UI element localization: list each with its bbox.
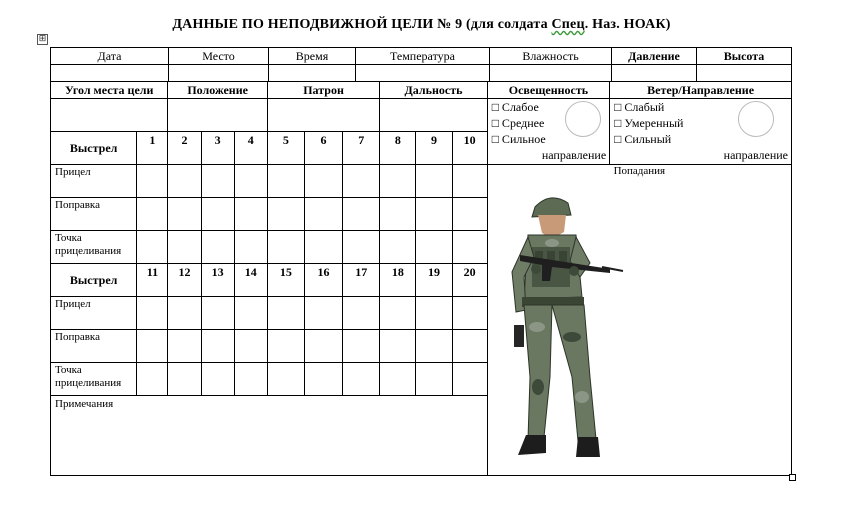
form-title [0,17,843,33]
data-cell[interactable] [201,231,234,264]
time-value[interactable] [269,65,356,82]
data-cell[interactable] [380,231,416,264]
data-cell[interactable] [380,165,416,198]
shot-number: 12 [168,264,201,297]
data-cell[interactable] [416,231,452,264]
shot-number: 5 [267,132,304,165]
data-cell[interactable] [416,165,452,198]
shot-number: 7 [343,132,380,165]
data-cell[interactable] [343,297,380,330]
shot-number: 14 [234,264,267,297]
conditions-table [50,47,792,82]
shot-number: 4 [234,132,267,165]
shot-number: 20 [452,264,487,297]
temperature-value[interactable] [356,65,490,82]
data-cell[interactable] [201,297,234,330]
shot-number: 8 [380,132,416,165]
shot-number: 13 [201,264,234,297]
data-cell[interactable] [267,165,304,198]
data-cell[interactable] [234,363,267,396]
title-text: ДАННЫЕ ПО НЕПОДВИЖНОЙ ЦЕЛИ № 9 (для солдата [172,17,552,32]
place-value[interactable] [169,65,269,82]
shot-number: 10 [452,132,487,165]
data-cell[interactable] [234,297,267,330]
wind-header: Ветер/Направление [610,82,792,99]
data-cell[interactable] [452,198,487,231]
data-cell[interactable] [304,198,342,231]
data-cell[interactable] [343,231,380,264]
light-direction-label: направление [541,148,607,162]
altitude-value[interactable] [697,65,792,82]
data-cell[interactable] [380,198,416,231]
shot-number: 18 [380,264,416,297]
data-cell[interactable] [201,363,234,396]
data-cell[interactable] [343,363,380,396]
data-cell[interactable] [201,330,234,363]
data-cell[interactable] [304,165,342,198]
data-cell[interactable] [234,231,267,264]
sight-label: Прицел [51,165,137,198]
range-value[interactable] [380,99,487,132]
position-value[interactable] [168,99,267,132]
light-header: Освещенность [487,82,609,99]
correction-label: Поправка [51,330,137,363]
data-cell[interactable] [168,330,201,363]
light-direction-circle-icon[interactable] [565,101,601,137]
table-move-handle-icon[interactable]: ⊞ [38,34,47,44]
data-cell[interactable] [137,330,168,363]
range-header: Дальность [380,82,487,99]
altitude-header: Высота [697,48,792,65]
light-option-medium[interactable]: □ Среднее [491,116,545,130]
hits-area [487,165,791,476]
wind-direction-circle-icon[interactable] [738,101,774,137]
data-cell[interactable] [267,330,304,363]
data-cell[interactable] [304,330,342,363]
data-cell[interactable] [304,363,342,396]
aim-point-label: Точка прицеливания [51,363,137,396]
aim-point-label: Точка прицеливания [51,231,137,264]
data-cell[interactable] [137,297,168,330]
pressure-header: Давление [612,48,697,65]
shot-number: 15 [267,264,304,297]
pressure-value[interactable] [612,65,697,82]
data-cell[interactable] [380,363,416,396]
shot-number: 1 [137,132,168,165]
data-cell[interactable] [168,297,201,330]
hits-label: Попадания [613,165,666,177]
data-cell[interactable] [267,297,304,330]
data-cell[interactable] [267,231,304,264]
position-header: Положение [168,82,267,99]
sight-label: Прицел [51,297,137,330]
shooting-table [50,81,792,476]
light-options [487,99,609,165]
notes-field[interactable] [51,396,488,476]
data-cell[interactable] [380,297,416,330]
data-cell[interactable] [137,363,168,396]
time-header: Время [269,48,356,65]
title-underlined-word: Спец [551,17,585,32]
data-cell[interactable] [201,198,234,231]
shot-number: 16 [304,264,342,297]
table-resize-handle[interactable] [789,474,796,481]
data-cell[interactable] [168,165,201,198]
shot-number: 19 [416,264,452,297]
data-cell[interactable] [452,297,487,330]
data-cell[interactable] [416,363,452,396]
data-cell[interactable] [137,198,168,231]
data-cell[interactable] [267,198,304,231]
data-cell[interactable] [137,165,168,198]
place-header: Место [169,48,269,65]
data-cell[interactable] [234,198,267,231]
data-cell[interactable] [452,330,487,363]
data-cell[interactable] [452,363,487,396]
data-cell[interactable] [137,231,168,264]
shot-number: 9 [416,132,452,165]
data-cell[interactable] [168,363,201,396]
data-cell[interactable] [234,165,267,198]
notes-label: Примечания [55,398,114,410]
date-value[interactable] [51,65,169,82]
data-cell[interactable] [452,231,487,264]
wind-option-strong[interactable]: □ Сильный [614,132,672,146]
data-cell[interactable] [343,198,380,231]
data-cell[interactable] [168,231,201,264]
title-tail: . Наз. НОАК) [584,17,671,32]
humidity-header: Влажность [490,48,612,65]
data-cell[interactable] [168,198,201,231]
temperature-header: Температура [356,48,490,65]
elevation-header: Угол места цели [51,82,168,99]
data-cell[interactable] [416,198,452,231]
data-cell[interactable] [304,297,342,330]
shot-number: 6 [304,132,342,165]
light-option-strong[interactable]: □ Сильное [491,132,546,146]
shot-number: 17 [343,264,380,297]
light-option-weak[interactable]: □ Слабое [491,100,539,114]
wind-option-weak[interactable]: □ Слабый [614,100,665,114]
cartridge-header: Патрон [267,82,379,99]
shot-number: 2 [168,132,201,165]
data-cell[interactable] [416,297,452,330]
wind-options [610,99,792,165]
cartridge-value[interactable] [267,99,379,132]
correction-label: Поправка [51,198,137,231]
data-cell[interactable] [267,363,304,396]
date-header: Дата [51,48,169,65]
wind-direction-label: направление [723,148,788,162]
data-cell[interactable] [343,165,380,198]
data-cell[interactable] [343,330,380,363]
elevation-value[interactable] [51,99,168,132]
soldier-illustration [492,177,632,473]
data-cell[interactable] [452,165,487,198]
data-cell[interactable] [234,330,267,363]
humidity-value[interactable] [490,65,612,82]
data-cell[interactable] [416,330,452,363]
wind-option-moderate[interactable]: □ Умеренный [614,116,684,130]
data-cell[interactable] [304,231,342,264]
shot-label: Выстрел [51,132,137,165]
shot-label: Выстрел [51,264,137,297]
data-cell[interactable] [380,330,416,363]
data-cell[interactable] [201,165,234,198]
shot-number: 3 [201,132,234,165]
shot-number: 11 [137,264,168,297]
